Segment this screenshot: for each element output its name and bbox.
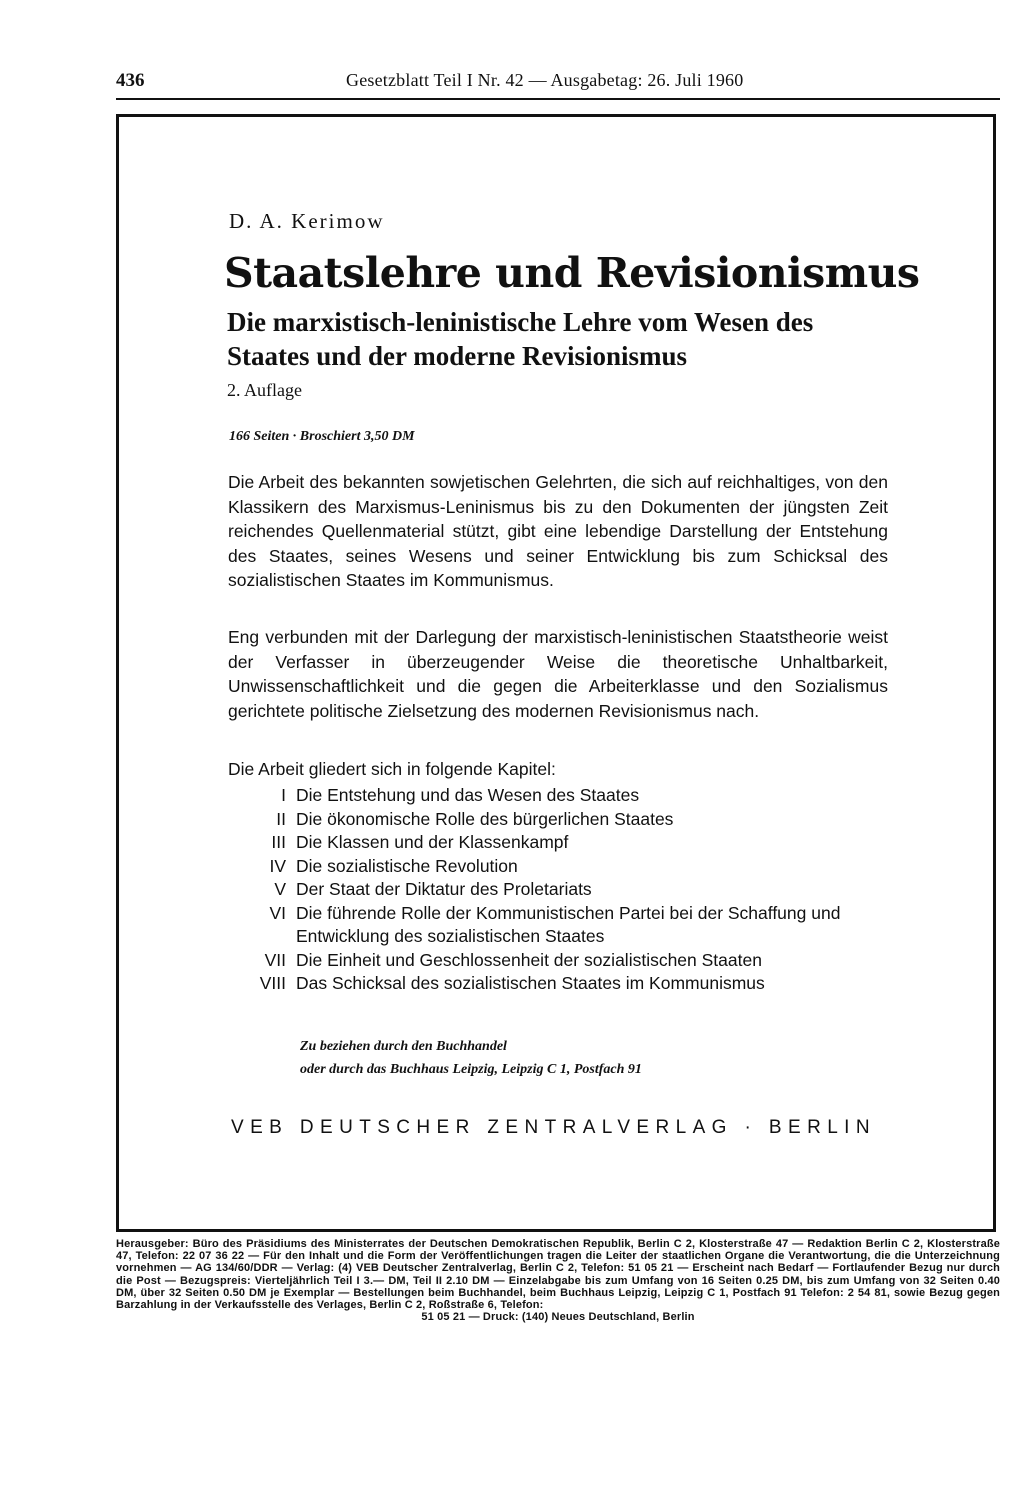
chapter-number: VIII [259, 973, 286, 993]
imprint-block [116, 1238, 1000, 1323]
chapter-item [228, 808, 898, 832]
book-advertisement [116, 114, 996, 1232]
book-title: Staatslehre und Revisionismus [224, 249, 920, 297]
edition-label: 2. Auflage [227, 380, 302, 400]
book-subtitle: Die marxistisch-leninistische Lehre vom Wesen des Staates und der moderne Revisionismus [227, 307, 814, 371]
chapter-title: Der Staat der Diktatur des Proletariats [296, 879, 592, 899]
chapter-number: III [271, 832, 286, 852]
price-info: 166 Seiten · Broschiert 3,50 DM [229, 429, 415, 444]
chapter-title: Die führende Rolle der Kommunistischen Partei bei der Schaffung und Entwicklung des sozialistischen Staates [296, 902, 841, 946]
description-paragraph-1: Die Arbeit des bekannten sowjetischen Gelehrten, die sich auf reichhaltiges, von den Klassikern des Marxismus-Leninismus bis zu den Dokumenten der jüngsten Zeit reichendes Quellenmaterial stützt, gibt eine lebendige Darstellung der Entstehung des Staates, seines Wesens und seiner Entwicklung bis zum Schicksal des sozialistischen Staates im Kommunismus. [228, 472, 888, 590]
chapter-title: Die Entstehung und das Wesen des Staates [296, 785, 640, 805]
chapter-list [228, 784, 898, 996]
chapter-item [228, 878, 898, 902]
chapter-item [228, 784, 898, 808]
order-line-1: Zu beziehen durch den Buchhandel [300, 1039, 507, 1054]
chapter-item [228, 855, 898, 879]
chapter-number: VII [264, 949, 286, 970]
publisher-name: VEB DEUTSCHER ZENTRALVERLAG · BERLIN [231, 1117, 876, 1138]
order-info [300, 1035, 642, 1081]
chapter-item [228, 972, 898, 996]
order-line-2: oder durch das Buchhaus Leipzig, Leipzig C 1, Postfach 91 [300, 1062, 642, 1077]
chapter-title: Die sozialistische Revolution [296, 855, 518, 876]
chapter-number: VI [269, 902, 286, 923]
page-header [116, 68, 1000, 100]
chapter-title: Das Schicksal des sozialistischen Staates im Kommunismus [296, 973, 765, 993]
chapter-title: Die Einheit und Geschlossenheit der sozialistischen Staaten [296, 949, 762, 970]
chapter-title: Die Klassen und der Klassenkampf [296, 832, 569, 852]
chapter-number: V [274, 879, 286, 899]
chapter-title: Die ökonomische Rolle des bürgerlichen Staates [296, 808, 674, 829]
chapter-item [228, 902, 898, 949]
author-name: D. A. Kerimow [229, 209, 385, 233]
page-number: 436 [116, 70, 145, 91]
chapter-item [228, 949, 898, 973]
description-paragraph-2: Eng verbunden mit der Darlegung der marxistisch-leninistischen Staatstheorie weist der Verfasser in überzeugender Weise die theoretische Unhaltbarkeit, Unwissenschaftlichkeit und die gegen die Arbeiterklasse und den Sozialismus gerichtete politische Zielsetzung des modernen Revisionismus nach. [228, 627, 888, 721]
chapter-number: II [276, 808, 286, 829]
chapter-number: I [281, 785, 286, 805]
chapter-number: IV [269, 855, 286, 876]
chapter-item [228, 831, 898, 855]
imprint-last-line: 51 05 21 — Druck: (140) Neues Deutschland, Berlin [421, 1311, 695, 1324]
imprint-text: Herausgeber: Büro des Präsidiums des Ministerrates der Deutschen Demokratischen Republik, Berlin C 2, Klosterstraße 47 — Redaktion Berlin C 2, Klosterstraße 47, Telefon: 22 07 36 22 — Für den Inhalt und die Form der Veröffentlichungen tragen die Leiter der staatlichen Organe die Verantwortung, die die Unterzeichnung vornehmen — AG 134/60/DDR — Verlag: (4) VEB Deutscher Zentralverlag, Berlin C 2, Telefon: 51 05 21 — Erscheint nach Bedarf — Fortlaufender Bezug nur durch die Post — Bezugspreis: Vierteljährlich Teil I 3.— DM, Teil II 2.10 DM — Einzelabgabe bis zum Umfang von 16 Seiten 0.25 DM, bis zum Umfang von 32 Seiten 0.40 DM, über 32 Seiten 0.50 DM je Exemplar — Bestellungen beim Buchhandel, beim Buchhaus Leipzig, Leipzig C 1, Postfach 91 Telefon: 2 54 81, sowie Bezug gegen Barzahlung in der Verkaufsstelle des Verlages, Berlin C 2, Roßstraße 6, Telefon: [116, 1238, 1000, 1312]
running-head: Gesetzblatt Teil I Nr. 42 — Ausgabetag: 26. Juli 1960 [346, 70, 744, 90]
chapters-intro: Die Arbeit gliedert sich in folgende Kapitel: [228, 759, 556, 779]
